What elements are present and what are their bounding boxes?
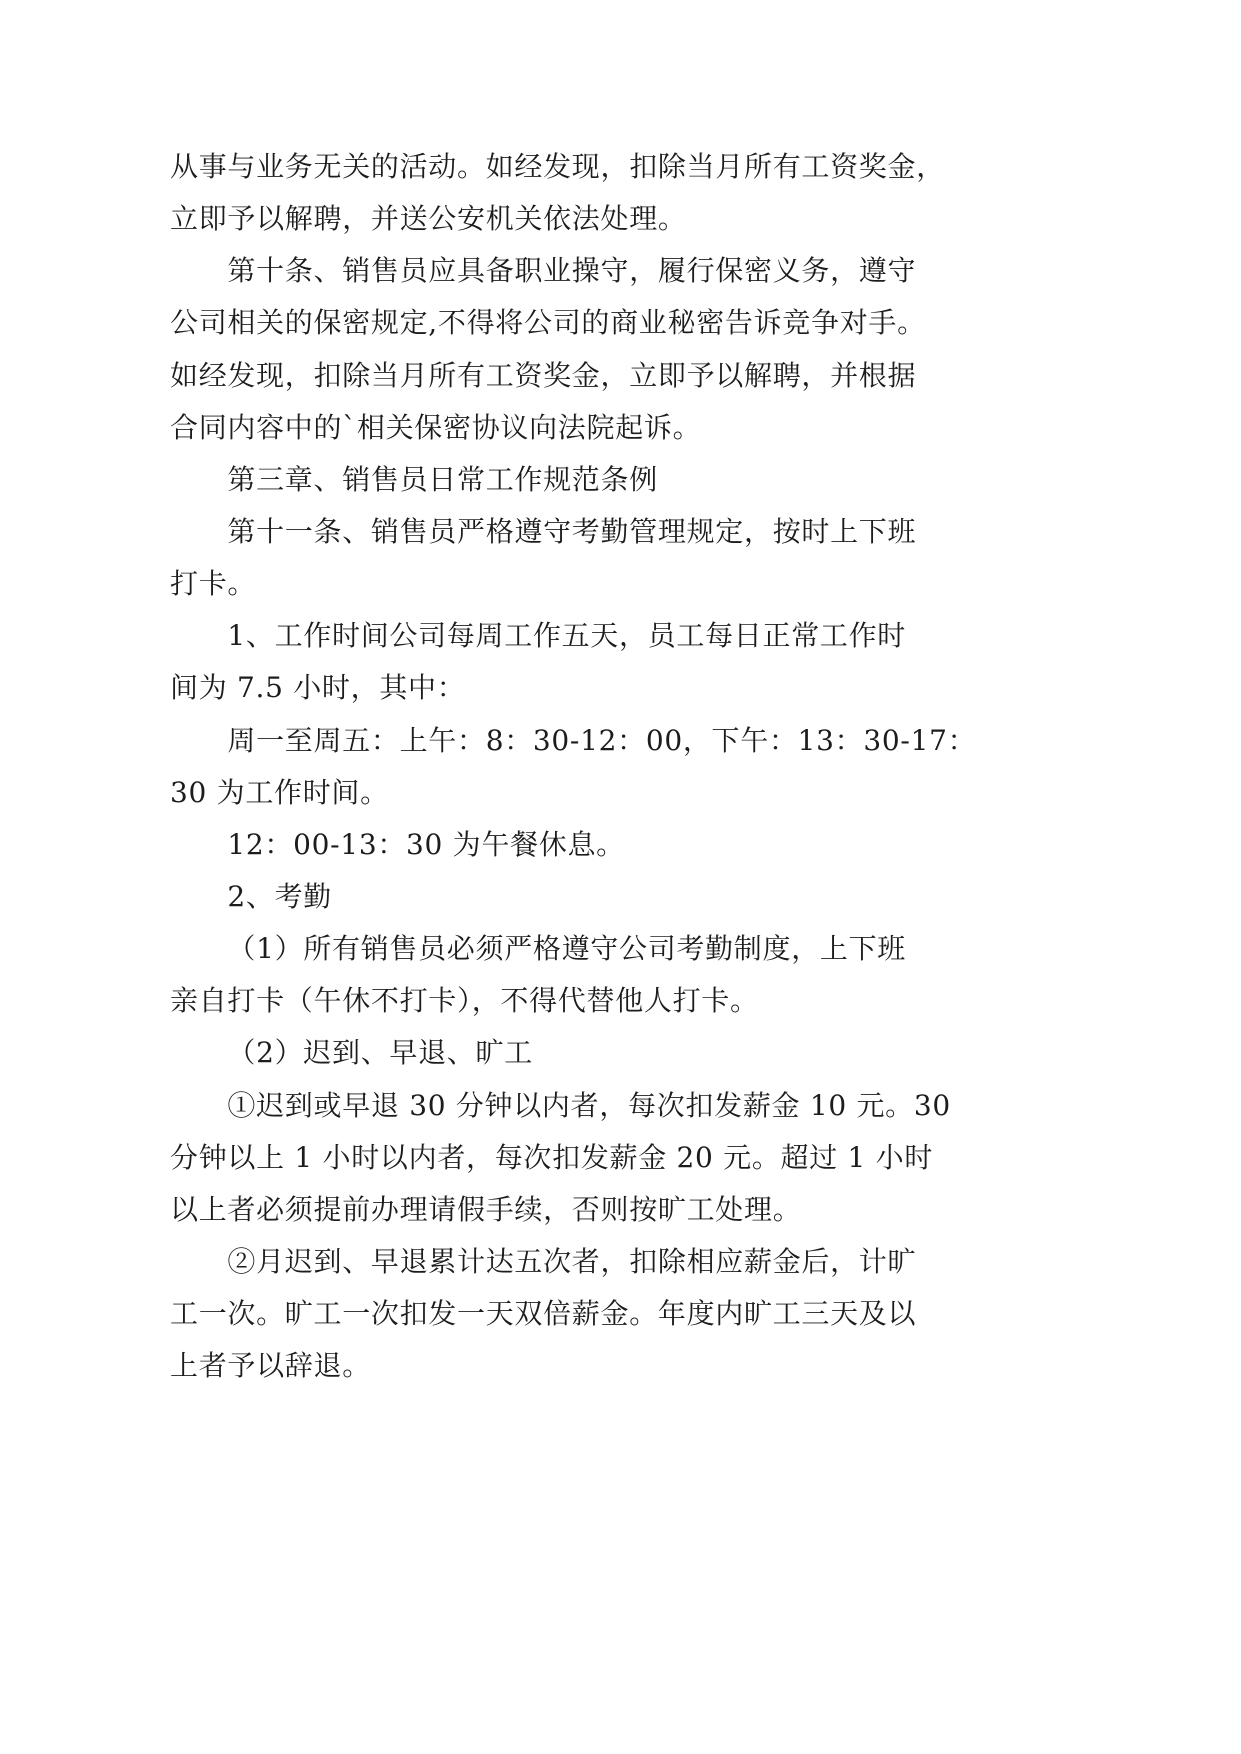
text-line: 第十一条、销售员严格遵守考勤管理规定，按时上下班 xyxy=(227,514,917,548)
text-line: 亲自打卡（午休不打卡），不得代替他人打卡。 xyxy=(170,984,759,1018)
paragraph-attendance-1 xyxy=(170,923,970,1027)
text-line: 如经发现，扣除当月所有工资奖金，立即予以解聘，并根据 xyxy=(170,358,917,392)
section-heading-attendance xyxy=(170,871,970,923)
text-line: （2）迟到、早退、旷工 xyxy=(227,1036,533,1070)
text-line: 上者予以辞退。 xyxy=(170,1349,371,1383)
chapter-heading xyxy=(170,454,970,506)
text-line: 第三章、销售员日常工作规范条例 xyxy=(227,462,658,496)
text-line: 12：00-13：30 为午餐休息。 xyxy=(227,827,625,861)
paragraph-weekday-schedule xyxy=(170,715,977,819)
text-line: ②月迟到、早退累计达五次者，扣除相应薪金后，计旷 xyxy=(227,1244,917,1278)
paragraph-article-10 xyxy=(170,245,970,454)
text-line: 从事与业务无关的活动。如经发现，扣除当月所有工资奖金， xyxy=(170,150,945,183)
subheading-late-early-absent xyxy=(170,1027,970,1079)
paragraph-rule-2 xyxy=(170,1236,970,1392)
document-body xyxy=(170,141,977,1392)
text-line: （1）所有销售员必须严格遵守公司考勤制度，上下班 xyxy=(227,932,907,966)
text-line: 打卡。 xyxy=(170,567,257,601)
text-line: 公司相关的保密规定,不得将公司的商业秘密告诉竞争对手。 xyxy=(170,306,926,340)
text-line: 周一至周五：上午：8：30-12：00，下午：13：30-17： xyxy=(227,723,977,757)
text-line: 工一次。旷工一次扣发一天双倍薪金。年度内旷工三天及以 xyxy=(170,1297,917,1331)
text-line: 合同内容中的`相关保密协议向法院起诉。 xyxy=(170,410,702,444)
text-line: 2、考勤 xyxy=(227,879,333,913)
paragraph-rule-1 xyxy=(170,1080,970,1236)
text-line: 分钟以上 1 小时以内者，每次扣发薪金 20 元。超过 1 小时 xyxy=(170,1140,934,1174)
text-line: ①迟到或早退 30 分钟以内者，每次扣发薪金 10 元。30 xyxy=(227,1088,951,1122)
paragraph-lunch-break xyxy=(170,819,970,871)
paragraph-article-11 xyxy=(170,506,970,610)
text-line: 间为 7.5 小时，其中： xyxy=(170,671,466,705)
text-line: 立即予以解聘，并送公安机关依法处理。 xyxy=(170,202,687,236)
text-line: 以上者必须提前办理请假手续，否则按旷工处理。 xyxy=(170,1192,802,1226)
paragraph-continuation xyxy=(170,141,970,245)
text-line: 1、工作时间公司每周工作五天，员工每日正常工作时 xyxy=(227,619,907,653)
text-line: 第十条、销售员应具备职业操守，履行保密义务，遵守 xyxy=(227,254,917,288)
paragraph-work-hours xyxy=(170,610,970,714)
text-line: 30 为工作时间。 xyxy=(170,775,389,809)
